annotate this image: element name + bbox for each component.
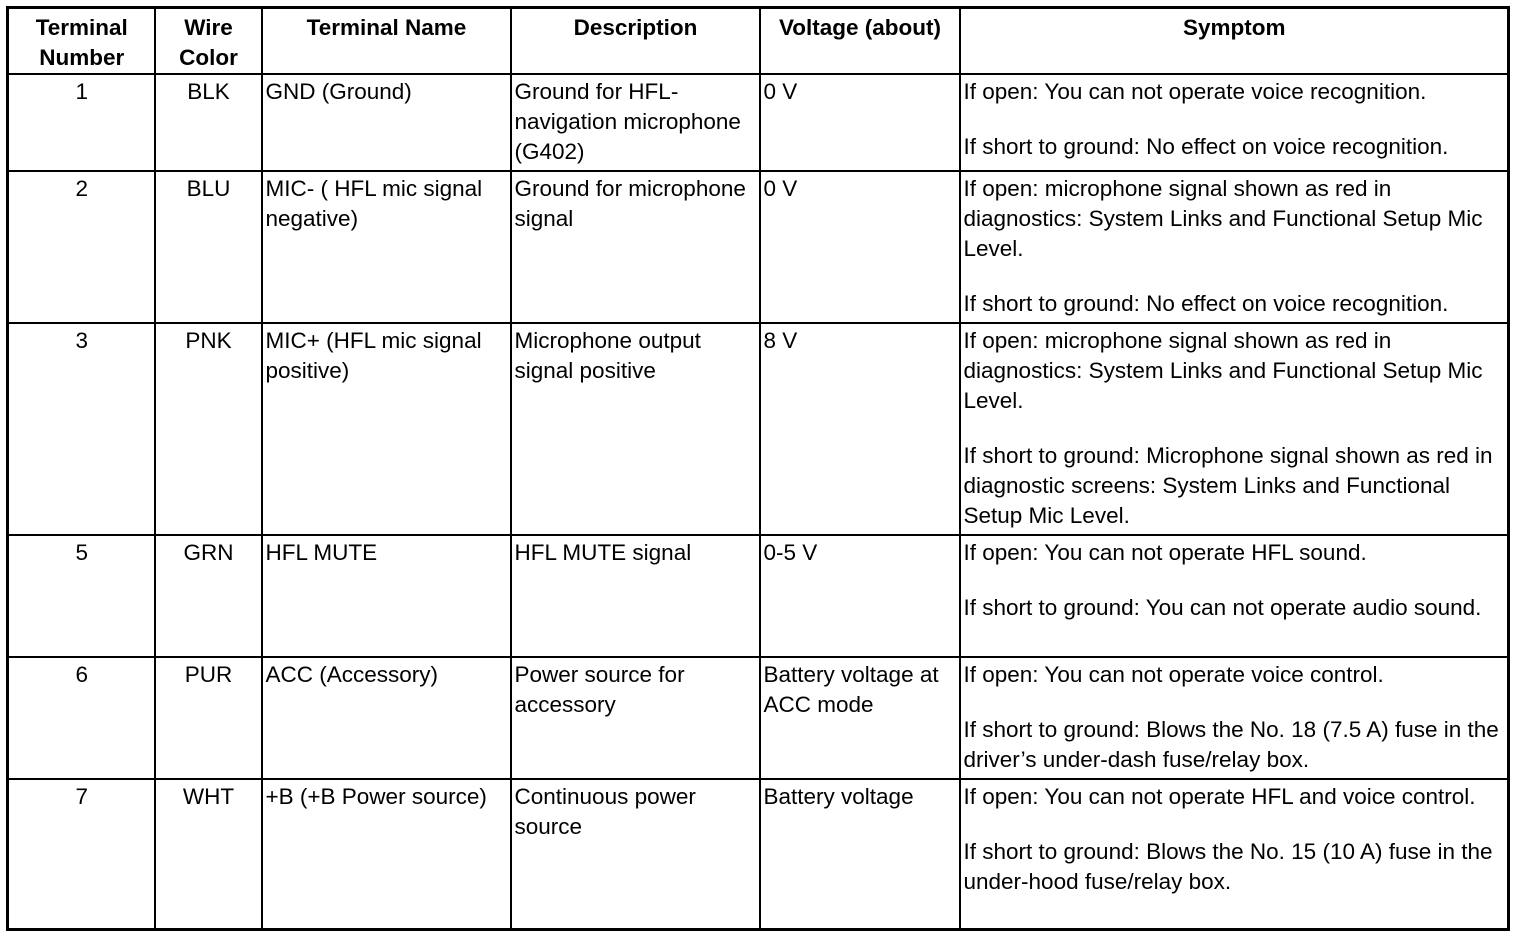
terminal-number-cell: 6 bbox=[8, 657, 155, 779]
terminal-name-cell: +B (+B Power source) bbox=[262, 779, 511, 929]
symptom-cell bbox=[960, 323, 1509, 535]
voltage-cell: 0 V bbox=[760, 171, 960, 323]
header-symptom: Symptom bbox=[960, 8, 1509, 75]
header-voltage: Voltage (about) bbox=[760, 8, 960, 75]
table-row bbox=[8, 323, 1509, 535]
header-wire-color bbox=[155, 8, 262, 75]
wire-color-cell: GRN bbox=[155, 535, 262, 657]
symptom-cell bbox=[960, 535, 1509, 657]
description-cell: Ground for microphone signal bbox=[511, 171, 760, 323]
description-cell: Power source for accessory bbox=[511, 657, 760, 779]
symptom-open: If open: You can not operate HFL sound. bbox=[963, 540, 1367, 565]
symptom-open: If open: You can not operate voice recognition. bbox=[963, 79, 1427, 104]
header-wire-color-line-2: Color bbox=[179, 45, 238, 70]
wire-color-cell: PUR bbox=[155, 657, 262, 779]
voltage-cell: Battery voltage at ACC mode bbox=[760, 657, 960, 779]
description-cell: HFL MUTE signal bbox=[511, 535, 760, 657]
terminal-name-cell: MIC+ (HFL mic signal positive) bbox=[262, 323, 511, 535]
terminal-number-cell: 7 bbox=[8, 779, 155, 929]
symptom-cell bbox=[960, 171, 1509, 323]
symptom-short: If short to ground: Blows the No. 18 (7.5 A) fuse in the driver’s under-dash fuse/relay box. bbox=[963, 717, 1499, 772]
header-description: Description bbox=[511, 8, 760, 75]
terminal-number-cell: 3 bbox=[8, 323, 155, 535]
terminal-number-cell: 1 bbox=[8, 74, 155, 171]
symptom-cell bbox=[960, 657, 1509, 779]
symptom-short: If short to ground: No effect on voice recognition. bbox=[963, 291, 1449, 316]
voltage-cell: 8 V bbox=[760, 323, 960, 535]
header-terminal-number bbox=[8, 8, 155, 75]
header-terminal-name: Terminal Name bbox=[262, 8, 511, 75]
table-row bbox=[8, 171, 1509, 323]
wire-color-cell: BLK bbox=[155, 74, 262, 171]
table-row bbox=[8, 74, 1509, 171]
symptom-short: If short to ground: Microphone signal shown as red in diagnostic screens: System Links and Functional Setup Mic Level. bbox=[963, 443, 1493, 528]
description-cell: Microphone output signal positive bbox=[511, 323, 760, 535]
symptom-open: If open: microphone signal shown as red in diagnostics: System Links and Functional Setup Mic Level. bbox=[963, 328, 1483, 413]
table-header-row bbox=[8, 8, 1509, 75]
terminal-name-cell: ACC (Accessory) bbox=[262, 657, 511, 779]
table-row bbox=[8, 779, 1509, 929]
symptom-short: If short to ground: You can not operate audio sound. bbox=[963, 595, 1482, 620]
wire-color-cell: PNK bbox=[155, 323, 262, 535]
terminal-name-cell: GND (Ground) bbox=[262, 74, 511, 171]
terminal-name-cell: HFL MUTE bbox=[262, 535, 511, 657]
terminal-name-cell: MIC- ( HFL mic signal negative) bbox=[262, 171, 511, 323]
description-cell: Continuous power source bbox=[511, 779, 760, 929]
symptom-cell bbox=[960, 779, 1509, 929]
symptom-short: If short to ground: Blows the No. 15 (10 A) fuse in the under-hood fuse/relay box. bbox=[963, 839, 1493, 894]
wire-color-cell: BLU bbox=[155, 171, 262, 323]
header-wire-color-line-1: Wire bbox=[184, 15, 233, 40]
terminal-number-cell: 2 bbox=[8, 171, 155, 323]
table-row bbox=[8, 657, 1509, 779]
description-cell: Ground for HFL-navigation microphone (G402) bbox=[511, 74, 760, 171]
symptom-short: If short to ground: No effect on voice recognition. bbox=[963, 134, 1449, 159]
terminal-number-cell: 5 bbox=[8, 535, 155, 657]
voltage-cell: 0 V bbox=[760, 74, 960, 171]
symptom-open: If open: You can not operate HFL and voice control. bbox=[963, 784, 1476, 809]
voltage-cell: 0-5 V bbox=[760, 535, 960, 657]
voltage-cell: Battery voltage bbox=[760, 779, 960, 929]
header-terminal-number-line-1: Terminal bbox=[35, 15, 128, 40]
terminal-table bbox=[6, 6, 1510, 931]
wire-color-cell: WHT bbox=[155, 779, 262, 929]
symptom-open: If open: You can not operate voice control. bbox=[963, 662, 1384, 687]
symptom-cell bbox=[960, 74, 1509, 171]
table-row bbox=[8, 535, 1509, 657]
symptom-open: If open: microphone signal shown as red in diagnostics: System Links and Functional Setup Mic Level. bbox=[963, 176, 1483, 261]
header-terminal-number-line-2: Number bbox=[39, 45, 125, 70]
